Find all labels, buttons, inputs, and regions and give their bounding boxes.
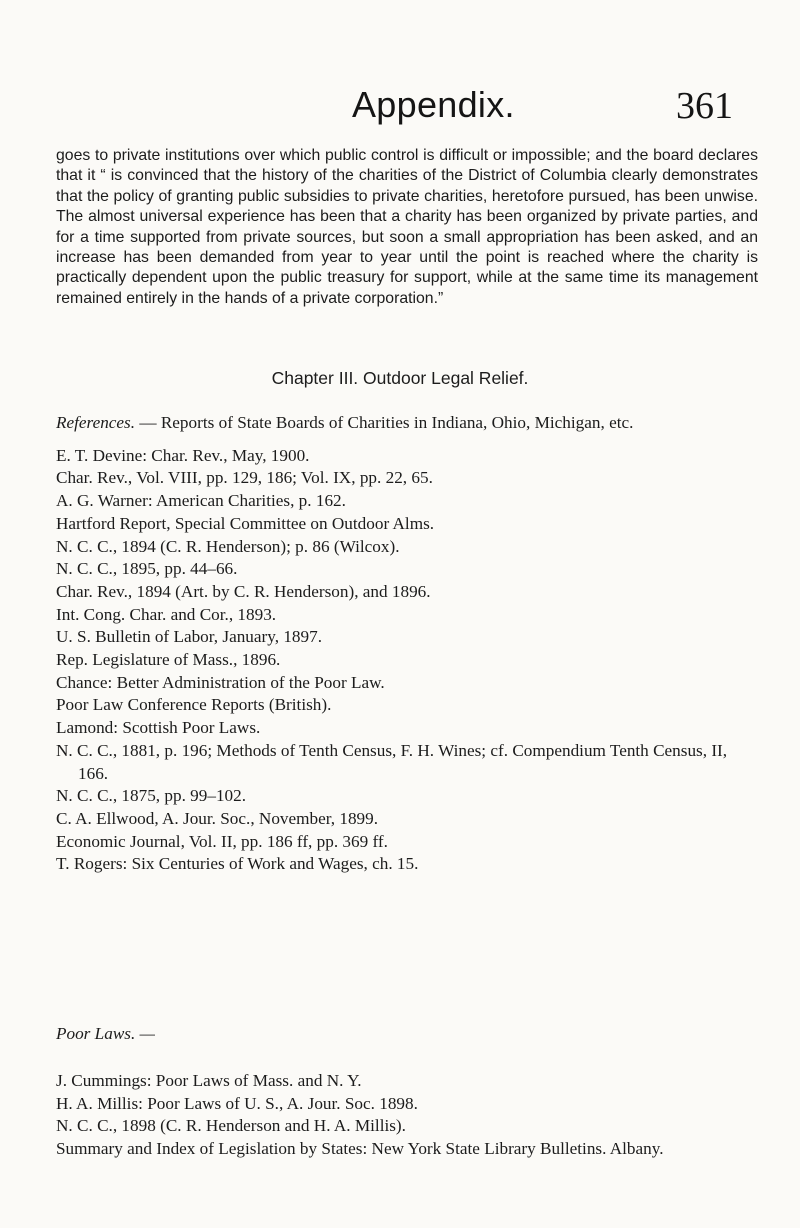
- running-title: Appendix.: [352, 84, 515, 125]
- page-number: 361: [676, 85, 733, 127]
- reference-item: Int. Cong. Char. and Cor., 1893.: [56, 604, 277, 624]
- reference-item: Rep. Legislature of Mass., 1896.: [56, 650, 281, 670]
- reference-item: E. T. Devine: Char. Rev., May, 1900.: [56, 445, 310, 465]
- references-dash: —: [135, 413, 161, 432]
- body-paragraph: goes to private institutions over which public control is difficult or impossible; and the board declares that it “ is convinced that the history of the charities of the District of Columbia clearly demonstrates that the policy of granting public subsidies to private charities, heretofore pursued, has been unwise. The almost universal experience has been that a charity has been organized by private parties, and for a time supported from private sources, but soon a small appropriation has been asked, and an increase has been demanded from year to year until the point is reached where the charity is practically dependent upon the public treasury for support, while at the same time its management remained entirely in the hands of a private corporation.”: [56, 147, 758, 307]
- reference-item: Lamond: Scottish Poor Laws.: [56, 718, 261, 738]
- reference-item: N. C. C., 1895, pp. 44–66.: [56, 559, 238, 579]
- poor-laws-heading: Poor Laws. —: [56, 1024, 155, 1043]
- reference-item: U. S. Bulletin of Labor, January, 1897.: [56, 627, 322, 647]
- poor-laws-list: [56, 1070, 756, 1161]
- reference-item: Economic Journal, Vol. II, pp. 186 ff, pp. 369 ff.: [56, 831, 388, 851]
- references-section: [56, 412, 756, 876]
- reference-item: Chance: Better Administration of the Poor Law.: [56, 672, 385, 692]
- chapter-heading: Chapter III. Outdoor Legal Relief.: [271, 368, 529, 388]
- reference-item: Poor Law Conference Reports (British).: [56, 695, 332, 715]
- reference-item: Hartford Report, Special Committee on Outdoor Alms.: [56, 513, 435, 533]
- reference-item: N. C. C., 1894 (C. R. Henderson); p. 86 (Wilcox).: [56, 536, 400, 556]
- poor-laws-item: J. Cummings: Poor Laws of Mass. and N. Y.: [56, 1071, 362, 1090]
- poor-laws-item: H. A. Millis: Poor Laws of U. S., A. Jour. Soc. 1898.: [56, 1093, 418, 1113]
- reference-item: Char. Rev., Vol. VIII, pp. 129, 186; Vol. IX, pp. 22, 65.: [56, 468, 433, 488]
- references-lead-text: Reports of State Boards of Charities in Indiana, Ohio, Michigan, etc.: [160, 413, 634, 432]
- references-lead: [56, 412, 756, 435]
- references-label: References.: [56, 413, 136, 432]
- poor-laws-item: N. C. C., 1898 (C. R. Henderson and H. A. Millis).: [56, 1116, 406, 1136]
- reference-item: N. C. C., 1875, pp. 99–102.: [56, 786, 247, 806]
- reference-item: Char. Rev., 1894 (Art. by C. R. Henderson), and 1896.: [56, 581, 431, 601]
- reference-item: T. Rogers: Six Centuries of Work and Wages, ch. 15.: [56, 854, 419, 874]
- reference-item: A. G. Warner: American Charities, p. 162.: [56, 491, 346, 511]
- poor-laws-item: Summary and Index of Legislation by States: New York State Library Bulletins. Albany.: [56, 1139, 664, 1159]
- reference-item: N. C. C., 1881, p. 196; Methods of Tenth Census, F. H. Wines; cf. Compendium Tenth Census, II, 166.: [56, 740, 728, 783]
- running-header: [0, 80, 800, 140]
- reference-item: C. A. Ellwood, A. Jour. Soc., November, 1899.: [56, 808, 379, 828]
